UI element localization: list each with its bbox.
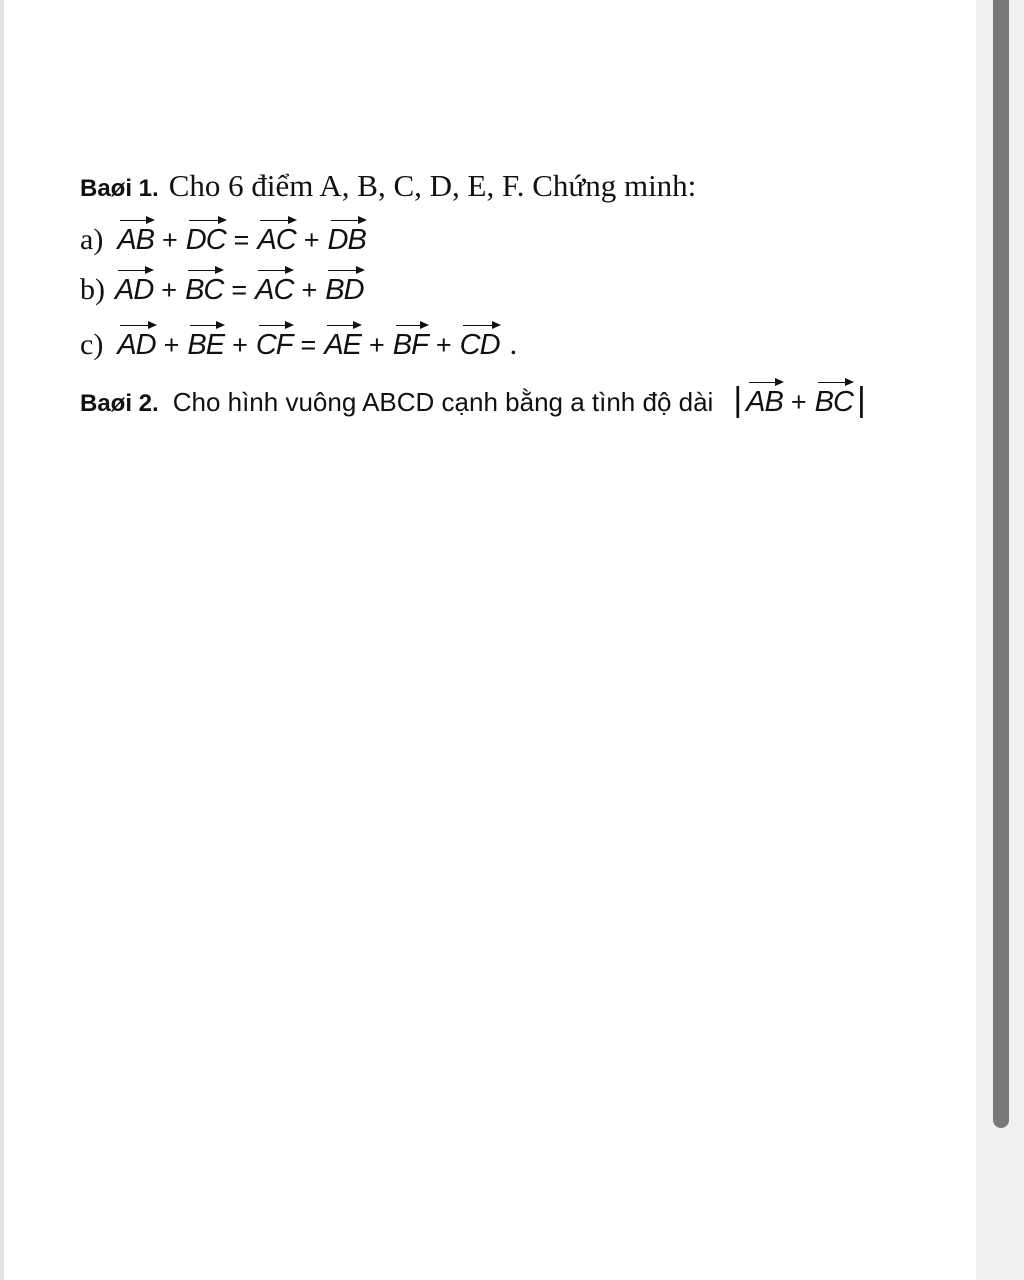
- bai1-line: [80, 168, 696, 204]
- item-a: [80, 218, 366, 257]
- vector-ad: AD: [117, 323, 155, 362]
- item-a-label: a): [80, 223, 104, 256]
- bai1-heading: Baøi 1.: [80, 175, 159, 202]
- equals-sign: =: [300, 330, 317, 360]
- plus-sign: +: [162, 225, 178, 255]
- plus-sign: +: [303, 225, 320, 255]
- abs-bar-open: |: [733, 381, 743, 419]
- plus-sign: +: [161, 275, 178, 305]
- vector-cd: CD: [460, 323, 500, 362]
- item-c: [80, 323, 517, 362]
- vector-cf: CF: [256, 323, 293, 362]
- vector-ab: AB: [117, 218, 154, 257]
- abs-bar-close: |: [856, 381, 866, 419]
- equals-sign: =: [233, 225, 250, 255]
- vector-ac: AC: [255, 268, 293, 307]
- bai1-text: Cho 6 điểm A, B, C, D, E, F. Chứng minh:: [168, 168, 697, 203]
- vector-db: DB: [328, 218, 366, 257]
- vector-ac: AC: [257, 218, 295, 257]
- period: .: [509, 326, 518, 361]
- vector-ae: AE: [324, 323, 361, 362]
- vector-ab: AB: [746, 380, 783, 419]
- equals-sign: =: [231, 275, 248, 305]
- scrollbar-thumb[interactable]: [993, 0, 1009, 1128]
- plus-sign: +: [232, 330, 248, 360]
- vector-dc: DC: [186, 218, 226, 257]
- vector-be: BE: [187, 323, 224, 362]
- plus-sign: +: [790, 387, 807, 417]
- vector-bc: BC: [815, 380, 853, 419]
- plus-sign: +: [163, 330, 180, 360]
- vector-bf: BF: [393, 323, 428, 362]
- plus-sign: +: [369, 330, 385, 360]
- bai2-text: Cho hình vuông ABCD cạnh bằng a tình độ dài: [172, 387, 714, 417]
- bai2-heading: Baøi 2.: [80, 390, 159, 417]
- item-b-label: b): [80, 273, 105, 306]
- plus-sign: +: [435, 330, 452, 360]
- item-c-label: c): [80, 328, 104, 361]
- vector-bc: BC: [185, 268, 223, 307]
- vector-bd: BD: [325, 268, 363, 307]
- vector-ad: AD: [115, 268, 153, 307]
- item-b: [80, 268, 364, 307]
- left-edge: [0, 0, 4, 1280]
- plus-sign: +: [301, 275, 318, 305]
- bai2-line: [80, 380, 866, 420]
